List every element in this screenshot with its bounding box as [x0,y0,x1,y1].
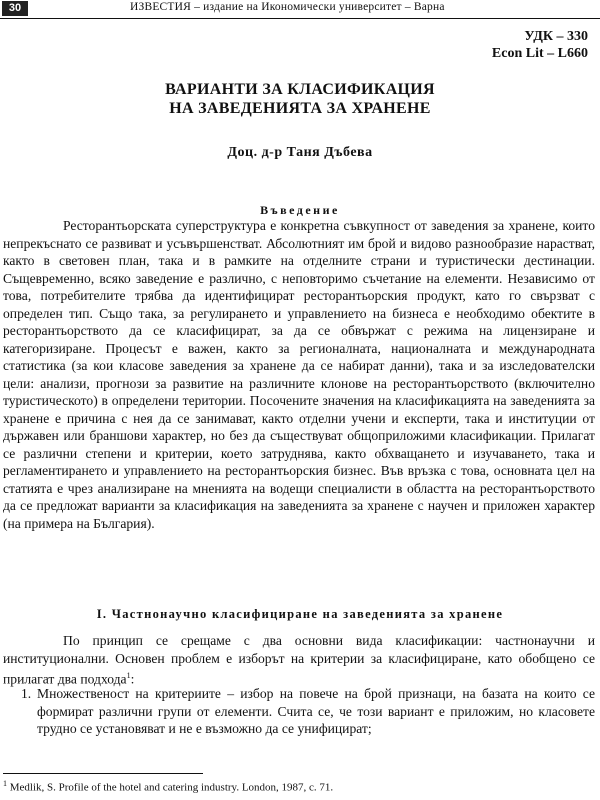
page-number: 30 [2,1,28,16]
title-line-1: ВАРИАНТИ ЗА КЛАСИФИКАЦИЯ [165,81,435,98]
section-1-paragraph-end: : [130,671,135,687]
list-item-text: Множественост на критериите – избор на повече на брой признаци, на базата на които се формират различни групи от елементи. Счита се, че този вариант е приложим, но класовете трудно се установяват и не е възможно да се унифицират; [37,686,595,736]
running-header [0,0,600,19]
section-1-body [3,632,595,688]
classification-codes [492,28,588,62]
article-title [0,80,600,118]
title-line-2: НА ЗАВЕДЕНИЯТА ЗА ХРАНЕНЕ [169,100,431,117]
udk-code: УДК – 330 [524,29,588,44]
footnote-divider [3,773,203,774]
introduction-heading: Въведение [260,203,340,217]
introduction-paragraph: Ресторантьорската суперструктура е конкретна съвкупност от заведения за хранене, които непрекъснато се развиват и усъвършенстват. Абсолютният им брой и видово разнообразие нарастват, както в световен план, така и в рамките на отделните страни и туристически дестинации. Същевременно, всяко заведение е различно, с неповторимо съчетание на елементи. Независимо от това, потребителите трябва да идентифицират ресторантьорския продукт, като го свързват с определен тип. Също така, за регулирането и управлението на бизнеса е необходимо обектите в ресторантьорството да се класифицират, за да се обвържат с режима на лицензиране и категоризиране. Процесът е важен, както за регионалната, националната и международната статистика (за кои класове заведения за хранене да се набират данни), така и за изследователски цели: анализи, прогнози за развитие на различните клонове на ресторантьорството (включително туристическото) в определени територии. Посочените значения на класификацията на заведенията за хранене е причина с нея да се занимават, както отделни учени и експерти, така и институции от държавен или браншови характер, но без да съществуват общоприложими класификации. Прилагат се различни степени и критерии, което затруднява, както обхващането и изучаването, така и регламентирането и управлението на ресторантьорския бизнес. Във връзка с това, основната цел на статията е чрез анализиране на мненията на водещи специалисти в областта на ресторантьорството да се предложат варианти за класификация на заведенията за хранене с научен и приложен характер (на примера на България). [3,218,595,531]
footnote-marker: 1 [3,779,7,788]
section-1-paragraph [3,632,595,688]
list-item-number: 1. [21,686,32,701]
footnote-text: Medlik, S. Profile of the hotel and catering industry. London, 1987, с. 71. [9,781,334,794]
footnote [3,779,333,794]
criteria-list [3,685,595,738]
footnote-reference[interactable]: 1 [126,671,131,680]
section-1-heading: I. Частнонаучно класифициране на заведенията за хранене [96,607,504,621]
introduction-body [3,217,595,532]
econlit-code: Econ Lit – L660 [491,46,588,61]
list-item [3,685,595,738]
running-head-title: ИЗВЕСТИЯ – издание на Икономически университет – Варна [130,1,445,13]
author-name: Доц. д-р Таня Дъбева [227,145,373,160]
section-1-paragraph-text: По принцип се срещаме с два основни вида класификации: частнонаучни и институционални. Основен проблем е изборът на критерии за класифициране, като обобщено се прилагат два подхода [3,633,595,687]
